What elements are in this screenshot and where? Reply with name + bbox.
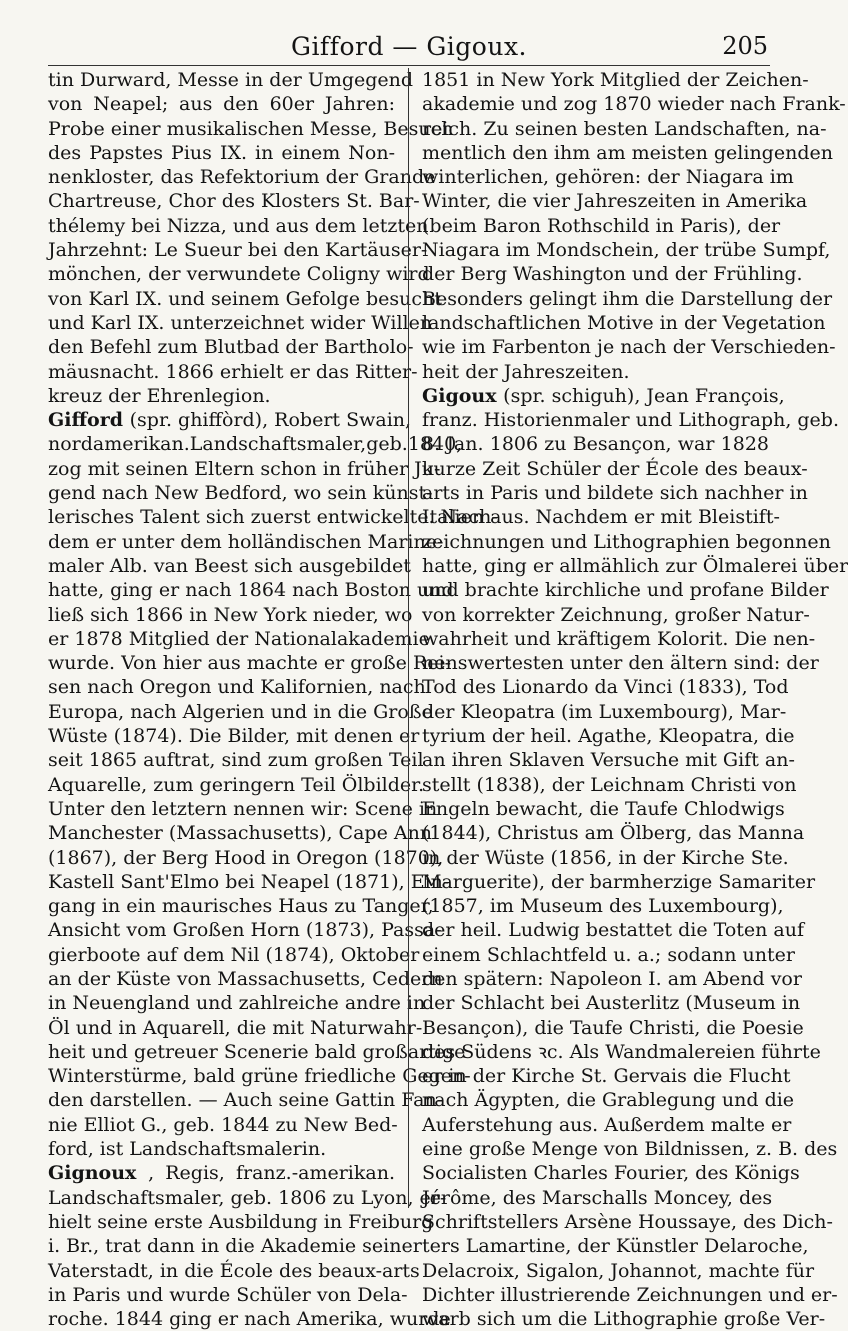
line-text: Marguerite), der barmherzige Samariter <box>422 870 816 893</box>
text-line <box>48 1210 434 1234</box>
text-line <box>48 238 428 262</box>
line-text: des Papstes Pius IX. in einem Non- <box>48 141 395 164</box>
text-line <box>422 384 785 408</box>
text-line <box>48 141 395 165</box>
text-line <box>48 651 452 675</box>
text-line <box>422 870 816 894</box>
line-text: nie Elliot G., geb. 1844 zu New Bed- <box>48 1113 398 1136</box>
line-text: und Karl IX. unterzeichnet wider Willen <box>48 311 433 334</box>
line-text: dem er unter dem holländischen Marine- <box>48 530 444 553</box>
text-line <box>48 287 442 311</box>
line-text: den darstellen. — Auch seine Gattin Fan- <box>48 1089 444 1112</box>
text-line <box>48 797 438 821</box>
entry-headword: Gifford <box>48 409 130 432</box>
text-line <box>422 1161 800 1185</box>
line-text: von Neapel; aus den 60er Jahren: <box>48 93 395 116</box>
text-line <box>422 311 826 335</box>
text-line <box>422 1307 826 1331</box>
line-text: (1867), der Berg Hood in Oregon (1870), <box>48 846 444 869</box>
line-text: Kastell Sant'Elmo bei Neapel (1871), Ein- <box>48 870 450 893</box>
line-text: Winterstürme, bald grüne friedliche Gegen- <box>48 1065 471 1088</box>
text-line <box>422 894 784 918</box>
text-line <box>422 481 808 505</box>
line-text: Aquarelle, zum geringern Teil Ölbilder. <box>48 773 425 796</box>
right-column <box>422 68 848 1331</box>
line-text: Engeln bewacht, die Taufe Chlodwigs <box>422 797 785 820</box>
text-line <box>422 1283 838 1307</box>
text-line <box>48 991 426 1015</box>
line-text: der Berg Washington und der Frühling. <box>422 263 803 286</box>
text-line <box>422 335 836 359</box>
column-divider <box>408 68 409 1208</box>
text-line <box>422 189 808 213</box>
line-text: hatte, ging er nach 1864 nach Boston und <box>48 579 454 602</box>
text-line <box>422 1113 792 1137</box>
text-line <box>422 991 801 1015</box>
line-text: er in der Kirche St. Gervais die Flucht <box>422 1065 791 1088</box>
line-text: Jahrzehnt: Le Sueur bei den Kartäuser- <box>48 239 428 262</box>
line-text: winterlichen, gehören: der Niagara im <box>422 166 794 189</box>
text-line <box>422 408 840 432</box>
text-line <box>422 117 827 141</box>
line-text: akademie und zog 1870 wieder nach Frank- <box>422 93 846 116</box>
text-line <box>422 1064 791 1088</box>
line-text: arts in Paris und bildete sich nachher in <box>422 482 808 505</box>
text-line <box>422 505 780 529</box>
text-line <box>48 214 429 238</box>
text-line <box>48 481 433 505</box>
text-line <box>48 1307 451 1331</box>
text-line <box>48 1064 471 1088</box>
line-text: ters Lamartine, der Künstler Delaroche, <box>422 1235 809 1258</box>
text-line <box>48 724 420 748</box>
text-line <box>422 360 769 384</box>
line-text: Besonders gelingt ihm die Darstellung der <box>422 287 833 310</box>
line-text: franz. Historienmaler und Lithograph, geb. <box>422 409 840 432</box>
line-text: maler Alb. van Beest sich ausgebildet <box>48 554 411 577</box>
line-text: (spr. schiguh), Jean François, <box>503 384 785 407</box>
text-line <box>48 748 424 772</box>
text-line <box>422 1137 838 1161</box>
line-text: Tod des Lionardo da Vinci (1833), Tod <box>422 676 789 699</box>
line-text: thélemy bei Nizza, und aus dem letzten <box>48 214 429 237</box>
running-header <box>48 26 770 68</box>
text-line <box>48 1283 408 1307</box>
line-text: Socialisten Charles Fourier, des Königs <box>422 1162 800 1185</box>
line-text: heit und getreuer Scenerie bald großartige <box>48 1040 466 1063</box>
text-line <box>422 287 833 311</box>
line-text: (beim Baron Rothschild in Paris), der <box>422 214 781 237</box>
text-line <box>422 918 805 942</box>
line-text: wie im Farbenton je nach der Verschieden- <box>422 336 836 359</box>
text-line <box>422 821 805 845</box>
text-line <box>48 262 430 286</box>
text-line <box>48 578 454 602</box>
line-text: nenswertesten unter den ältern sind: der <box>422 652 819 675</box>
text-line <box>48 918 442 942</box>
line-text: gend nach New Bedford, wo sein künst- <box>48 482 433 505</box>
line-text: Italien aus. Nachdem er mit Bleistift- <box>422 506 780 529</box>
text-line <box>422 748 795 772</box>
text-line <box>48 1016 423 1040</box>
line-text: sen nach Oregon und Kalifornien, nach <box>48 676 426 699</box>
text-line <box>48 846 444 870</box>
line-text: einem Schlachtfeld u. a.; sodann unter <box>422 943 795 966</box>
text-line <box>422 846 789 870</box>
line-text: hatte, ging er allmählich zur Ölmalerei über <box>422 554 848 577</box>
line-text: Wüste (1874). Die Bilder, mit denen er <box>48 725 420 748</box>
text-line <box>48 432 463 456</box>
line-text: an ihren Sklaven Versuche mit Gift an- <box>422 749 795 772</box>
text-line <box>422 165 794 189</box>
line-text: Unter den letztern nennen wir: Scene in <box>48 797 438 820</box>
text-line <box>48 92 395 116</box>
line-text: von Karl IX. und seinem Gefolge besucht <box>48 287 442 310</box>
line-text: kurze Zeit Schüler der École des beaux- <box>422 457 808 480</box>
text-line <box>48 1137 395 1161</box>
text-line <box>48 530 444 554</box>
text-line <box>48 675 426 699</box>
text-line <box>422 1016 804 1040</box>
text-line <box>48 408 412 432</box>
text-line <box>422 1259 815 1283</box>
text-line <box>422 530 831 554</box>
text-line <box>48 554 411 578</box>
text-line <box>48 505 498 529</box>
line-text: wurde. Von hier aus machte er große Rei- <box>48 652 452 675</box>
line-text: (1857, im Museum des Luxembourg), <box>422 895 784 918</box>
line-text: an der Küste von Massachusetts, Cedern <box>48 967 443 990</box>
text-line <box>422 773 797 797</box>
text-line <box>422 651 819 675</box>
page-title: Gifford — Gigoux. <box>290 32 528 61</box>
text-line <box>422 700 787 724</box>
text-line <box>422 797 785 821</box>
line-text: Jérôme, des Marschalls Moncey, des <box>422 1186 773 1209</box>
line-text: in der Wüste (1856, in der Kirche Ste. <box>422 846 789 869</box>
line-text: Schriftstellers Arsène Houssaye, des Dich- <box>422 1210 833 1233</box>
line-text: seit 1865 auftrat, sind zum großen Teil <box>48 749 424 772</box>
text-line <box>422 603 810 627</box>
line-text: Niagara im Mondschein, der trübe Sumpf, <box>422 239 831 262</box>
text-line <box>422 967 802 991</box>
line-text: wahrheit und kräftigem Kolorit. Die nen- <box>422 627 816 650</box>
line-text: stellt (1838), der Leichnam Christi von <box>422 773 797 796</box>
line-text: der heil. Ludwig bestattet die Toten auf <box>422 919 805 942</box>
text-line <box>48 1161 395 1185</box>
text-line <box>48 1113 398 1137</box>
text-line <box>48 68 414 92</box>
text-line <box>422 214 781 238</box>
text-line <box>48 384 395 408</box>
line-text: Landschaftsmaler, geb. 1806 zu Lyon, er- <box>48 1186 447 1209</box>
text-line <box>422 1234 809 1258</box>
line-text: nordamerikan.Landschaftsmaler,geb.1840, <box>48 433 463 456</box>
text-line <box>48 189 420 213</box>
line-text: mäusnacht. 1866 erhielt er das Ritter- <box>48 360 418 383</box>
text-line <box>48 360 418 384</box>
line-text: Chartreuse, Chor des Klosters St. Bar- <box>48 190 420 213</box>
text-line <box>48 603 413 627</box>
line-text: Delacroix, Sigalon, Johannot, machte für <box>422 1259 815 1282</box>
text-line <box>48 117 454 141</box>
line-text: landschaftlichen Motive in der Vegetation <box>422 311 826 334</box>
line-text: , Regis, franz.-amerikan. <box>148 1162 395 1185</box>
text-line <box>48 773 425 797</box>
line-text: Dichter illustrierende Zeichnungen und er- <box>422 1283 838 1306</box>
line-text: Vaterstadt, in die École des beaux-arts <box>48 1259 420 1282</box>
text-line <box>422 627 816 651</box>
text-line <box>48 311 433 335</box>
line-text: Probe einer musikalischen Messe, Besuch <box>48 117 454 140</box>
line-text: 1851 in New York Mitglied der Zeichen- <box>422 69 809 91</box>
line-text: des Südens ꝛc. Als Wandmalereien führte <box>422 1040 821 1063</box>
line-text: den Befehl zum Blutbad der Bartholo- <box>48 336 414 359</box>
line-text: hielt seine erste Ausbildung in Freiburg <box>48 1210 434 1233</box>
text-line <box>422 554 848 578</box>
text-line <box>422 675 789 699</box>
line-text: Manchester (Massachusetts), Cape Ann <box>48 822 433 845</box>
line-text: gang in ein maurisches Haus zu Tanger, <box>48 895 434 918</box>
text-line <box>422 1088 795 1112</box>
line-text: mönchen, der verwundete Coligny wird <box>48 263 430 286</box>
text-line <box>422 262 803 286</box>
line-text: roche. 1844 ging er nach Amerika, wurde <box>48 1308 451 1331</box>
text-line <box>48 1088 444 1112</box>
text-line <box>422 92 846 116</box>
line-text: in Neuengland und zahlreiche andre in <box>48 992 426 1015</box>
text-line <box>422 238 831 262</box>
line-text: Auferstehung aus. Außerdem malte er <box>422 1113 792 1136</box>
text-line <box>48 821 433 845</box>
line-text: tin Durward, Messe in der Umgegend <box>48 69 414 91</box>
text-line <box>422 432 769 456</box>
text-line <box>422 457 808 481</box>
text-line <box>48 457 441 481</box>
text-line <box>48 1040 466 1064</box>
line-text: und brachte kirchliche und profane Bilder <box>422 579 829 602</box>
header-rule <box>48 65 770 66</box>
line-text: mentlich den ihm am meisten gelingenden <box>422 141 833 164</box>
entry-headword: Gigoux <box>422 384 504 407</box>
text-line <box>48 335 414 359</box>
line-text: gierboote auf dem Nil (1874), Oktober <box>48 943 420 966</box>
text-line <box>48 1186 447 1210</box>
line-text: Besançon), die Taufe Christi, die Poesie <box>422 1016 804 1039</box>
line-text: nenkloster, das Refektorium der Grande <box>48 166 436 189</box>
line-text: kreuz der Ehrenlegion. <box>48 384 271 407</box>
line-text: lerisches Talent sich zuerst entwickelte. Nach- <box>48 506 498 529</box>
text-line <box>48 870 450 894</box>
line-text: der Schlacht bei Austerlitz (Museum in <box>422 992 801 1015</box>
line-text: 8. Jan. 1806 zu Besançon, war 1828 <box>422 433 769 456</box>
line-text: ließ sich 1866 in New York nieder, wo <box>48 603 413 626</box>
text-line <box>422 1040 821 1064</box>
text-line <box>48 943 420 967</box>
text-line <box>422 1210 833 1234</box>
line-text: Öl und in Aquarell, die mit Naturwahr- <box>48 1016 423 1039</box>
line-text: (1844), Christus am Ölberg, das Manna <box>422 822 805 845</box>
line-text: tyrium der heil. Agathe, Kleopatra, die <box>422 725 795 748</box>
line-text: (spr. ghiffòrd), Robert Swain, <box>129 409 412 432</box>
line-text: Europa, nach Algerien und in die Große <box>48 700 433 723</box>
text-line <box>48 700 433 724</box>
entry-headword: Gignoux <box>48 1162 149 1185</box>
text-line <box>422 68 809 92</box>
text-line <box>422 141 833 165</box>
line-text: heit der Jahreszeiten. <box>422 360 630 383</box>
line-text: i. Br., trat dann in die Akademie seiner <box>48 1235 422 1258</box>
line-text: von korrekter Zeichnung, großer Natur- <box>422 603 810 626</box>
line-text: warb sich um die Lithographie große Ver- <box>422 1308 826 1331</box>
text-line <box>48 1234 422 1258</box>
line-text: eine große Menge von Bildnissen, z. B. des <box>422 1138 838 1161</box>
line-text: in Paris und wurde Schüler von Dela- <box>48 1283 408 1306</box>
text-line <box>48 165 436 189</box>
line-text: reich. Zu seinen besten Landschaften, na- <box>422 117 827 140</box>
page-number: 205 <box>722 32 768 60</box>
line-text: der Kleopatra (im Luxembourg), Mar- <box>422 700 787 723</box>
line-text: ford, ist Landschaftsmalerin. <box>48 1138 327 1161</box>
line-text: Winter, die vier Jahreszeiten in Amerika <box>422 190 808 213</box>
text-line <box>422 943 795 967</box>
line-text: den spätern: Napoleon I. am Abend vor <box>422 967 802 990</box>
line-text: zog mit seinen Eltern schon in früher Ju- <box>48 457 441 480</box>
line-text: zeichnungen und Lithographien begonnen <box>422 530 831 553</box>
text-line <box>48 894 434 918</box>
text-line <box>422 578 829 602</box>
text-line <box>422 724 795 748</box>
line-text: Ansicht vom Großen Horn (1873), Passa- <box>48 919 442 942</box>
text-line <box>48 967 443 991</box>
text-line <box>48 1259 420 1283</box>
text-line <box>48 627 430 651</box>
text-line <box>422 1186 773 1210</box>
line-text: nach Ägypten, die Grablegung und die <box>422 1089 795 1112</box>
text-columns <box>48 68 848 1331</box>
line-text: er 1878 Mitglied der Nationalakademie <box>48 627 430 650</box>
